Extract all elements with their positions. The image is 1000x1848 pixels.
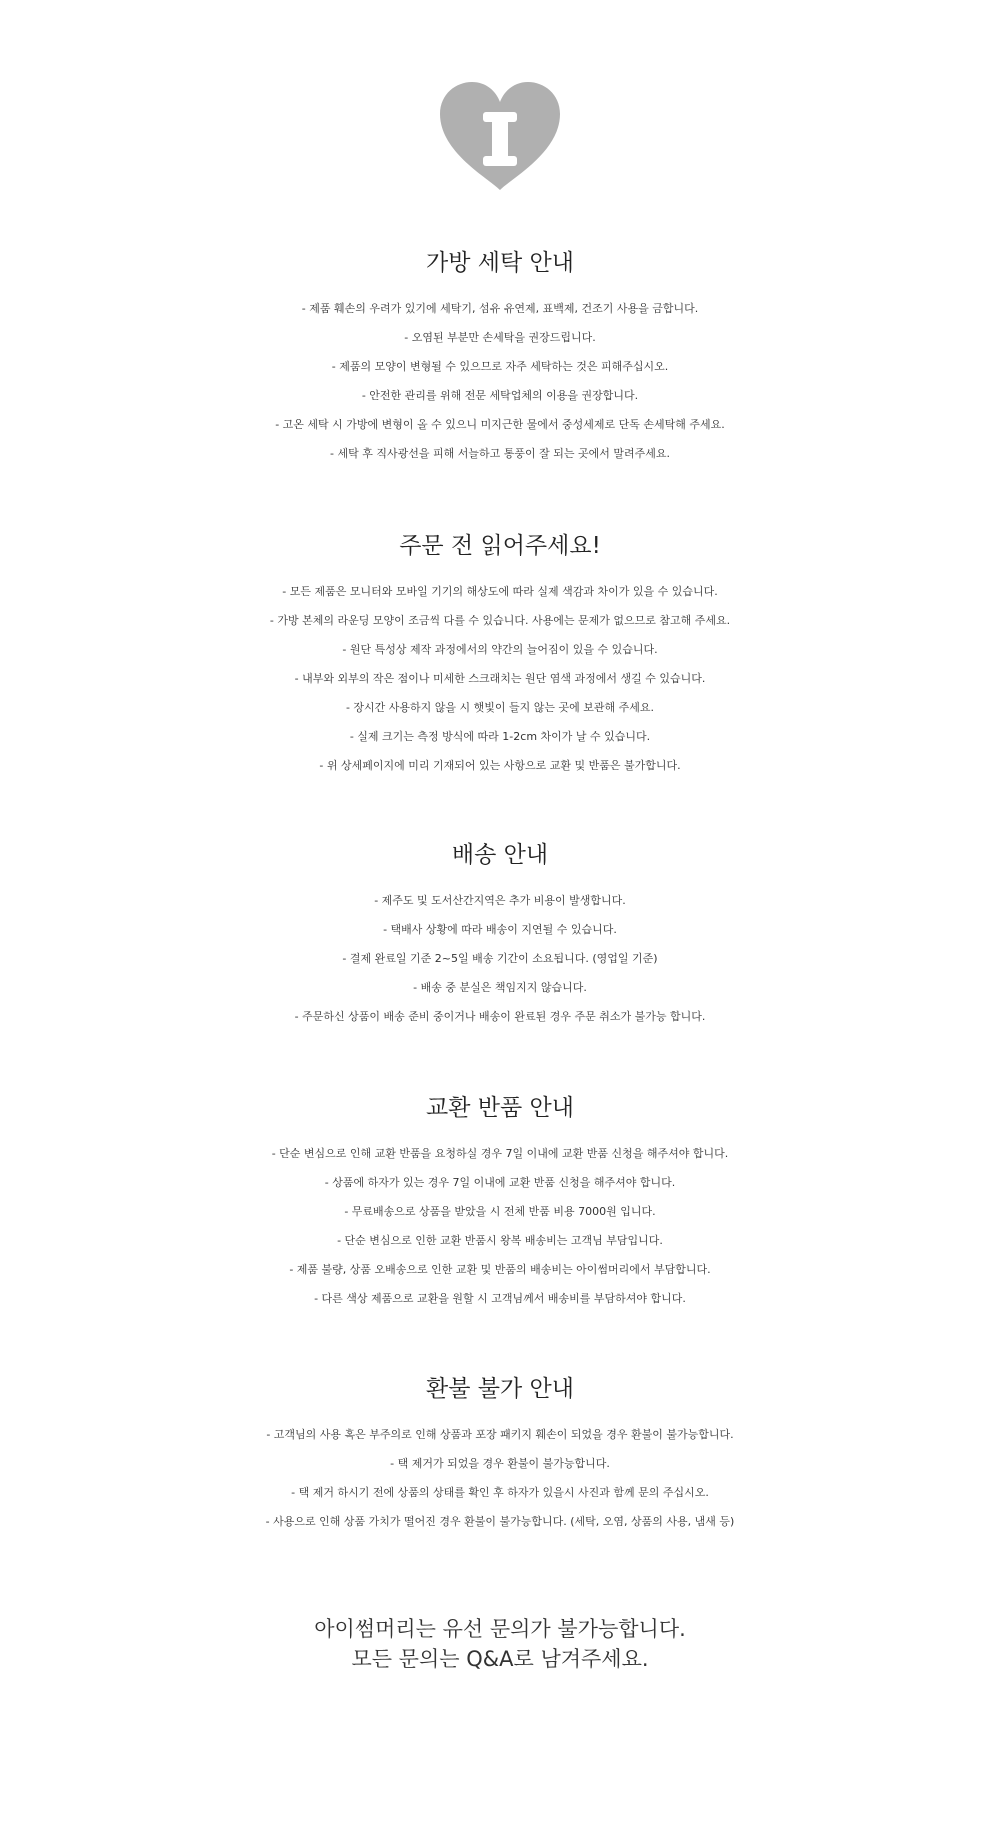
section-title: 배송 안내 bbox=[451, 842, 549, 868]
notice-list bbox=[0, 577, 1000, 780]
section-title: 교환 반품 안내 bbox=[426, 1095, 574, 1121]
list-item: - 무료배송으로 상품을 받았을 시 전체 반품 비용 7000원 입니다. bbox=[344, 1205, 656, 1218]
list-item: - 택 제거가 되었을 경우 환불이 불가능합니다. bbox=[390, 1457, 610, 1470]
section-title: 가방 세탁 안내 bbox=[426, 250, 574, 276]
list-item: - 실제 크기는 측정 방식에 따라 1-2cm 차이가 날 수 있습니다. bbox=[349, 730, 651, 743]
heart-logo bbox=[440, 82, 560, 194]
list-item: - 원단 특성상 제작 과정에서의 약간의 늘어짐이 있을 수 있습니다. bbox=[342, 643, 658, 656]
list-item: - 사용으로 인해 상품 가치가 떨어진 경우 환불이 불가능합니다. (세탁, 오염, 상품의 사용, 냄새 등) bbox=[265, 1515, 735, 1528]
list-item: - 가방 본체의 라운딩 모양이 조금씩 다를 수 있습니다. 사용에는 문제가 없으므로 참고해 주세요. bbox=[269, 614, 731, 627]
list-item: - 내부와 외부의 작은 점이나 미세한 스크래치는 원단 염색 과정에서 생길 수 있습니다. bbox=[294, 672, 706, 685]
list-item: - 위 상세페이지에 미리 기재되어 있는 사항으로 교환 및 반품은 불가합니다. bbox=[319, 759, 681, 772]
list-item: - 오염된 부분만 손세탁을 권장드립니다. bbox=[404, 331, 596, 344]
list-item: - 세탁 후 직사광선을 피해 서늘하고 통풍이 잘 되는 곳에서 말려주세요. bbox=[330, 447, 670, 460]
list-item: - 택배사 상황에 따라 배송이 지연될 수 있습니다. bbox=[383, 923, 617, 936]
contact-notice bbox=[0, 1614, 1000, 1674]
notice-list bbox=[0, 1420, 1000, 1536]
section-non-refundable bbox=[0, 1374, 1000, 1536]
notice-list bbox=[0, 294, 1000, 468]
list-item: - 고온 세탁 시 가방에 변형이 올 수 있으니 미지근한 물에서 중성세제로 단독 손세탁해 주세요. bbox=[275, 418, 725, 431]
list-item: - 단순 변심으로 인한 교환 반품시 왕복 배송비는 고객님 부담입니다. bbox=[337, 1234, 663, 1247]
list-item: - 다른 색상 제품으로 교환을 원할 시 고객님께서 배송비를 부담하셔야 합니다. bbox=[314, 1292, 686, 1305]
list-item: - 택 제거 하시기 전에 상품의 상태를 확인 후 하자가 있을시 사진과 함께 문의 주십시오. bbox=[291, 1486, 709, 1499]
list-item: - 단순 변심으로 인해 교환 반품을 요청하실 경우 7일 이내에 교환 반품 신청을 해주셔야 합니다. bbox=[271, 1147, 729, 1160]
list-item: - 제품 불량, 상품 오배송으로 인한 교환 및 반품의 배송비는 아이썸머리에서 부담합니다. bbox=[289, 1263, 711, 1276]
list-item: - 제품의 모양이 변형될 수 있으므로 자주 세탁하는 것은 피해주십시오. bbox=[331, 360, 669, 373]
list-item: - 장시간 사용하지 않을 시 햇빛이 들지 않는 곳에 보관해 주세요. bbox=[345, 701, 655, 714]
list-item: - 결제 완료일 기준 2~5일 배송 기간이 소요됩니다. (영업일 기준) bbox=[342, 952, 658, 965]
contact-notice-line: 아이썸머리는 유선 문의가 불가능합니다. bbox=[314, 1617, 686, 1641]
notice-list bbox=[0, 1139, 1000, 1313]
list-item: - 배송 중 분실은 책임지지 않습니다. bbox=[413, 981, 587, 994]
section-shipping bbox=[0, 840, 1000, 1031]
list-item: - 고객님의 사용 혹은 부주의로 인해 상품과 포장 패키지 훼손이 되었을 경우 환불이 불가능합니다. bbox=[266, 1428, 734, 1441]
heart-icon bbox=[440, 82, 560, 194]
list-item: - 제품 훼손의 우려가 있기에 세탁기, 섬유 유연제, 표백제, 건조기 사용을 금합니다. bbox=[301, 302, 699, 315]
section-title: 환불 불가 안내 bbox=[426, 1376, 574, 1402]
list-item: - 상품에 하자가 있는 경우 7일 이내에 교환 반품 신청을 해주셔야 합니다. bbox=[324, 1176, 676, 1189]
section-bag-washing bbox=[0, 248, 1000, 468]
section-title: 주문 전 읽어주세요! bbox=[399, 533, 601, 559]
list-item: - 제주도 및 도서산간지역은 추가 비용이 발생합니다. bbox=[374, 894, 626, 907]
list-item: - 모든 제품은 모니터와 모바일 기기의 해상도에 따라 실제 색감과 차이가 있을 수 있습니다. bbox=[282, 585, 718, 598]
notice-list bbox=[0, 886, 1000, 1031]
list-item: - 주문하신 상품이 배송 준비 중이거나 배송이 완료된 경우 주문 취소가 불가능 합니다. bbox=[294, 1010, 706, 1023]
list-item: - 안전한 관리를 위해 전문 세탁업체의 이용을 권장합니다. bbox=[361, 389, 639, 402]
contact-notice-line: 모든 문의는 Q&A로 남겨주세요. bbox=[351, 1647, 649, 1671]
section-exchange-return bbox=[0, 1093, 1000, 1313]
section-read-before-order bbox=[0, 531, 1000, 780]
